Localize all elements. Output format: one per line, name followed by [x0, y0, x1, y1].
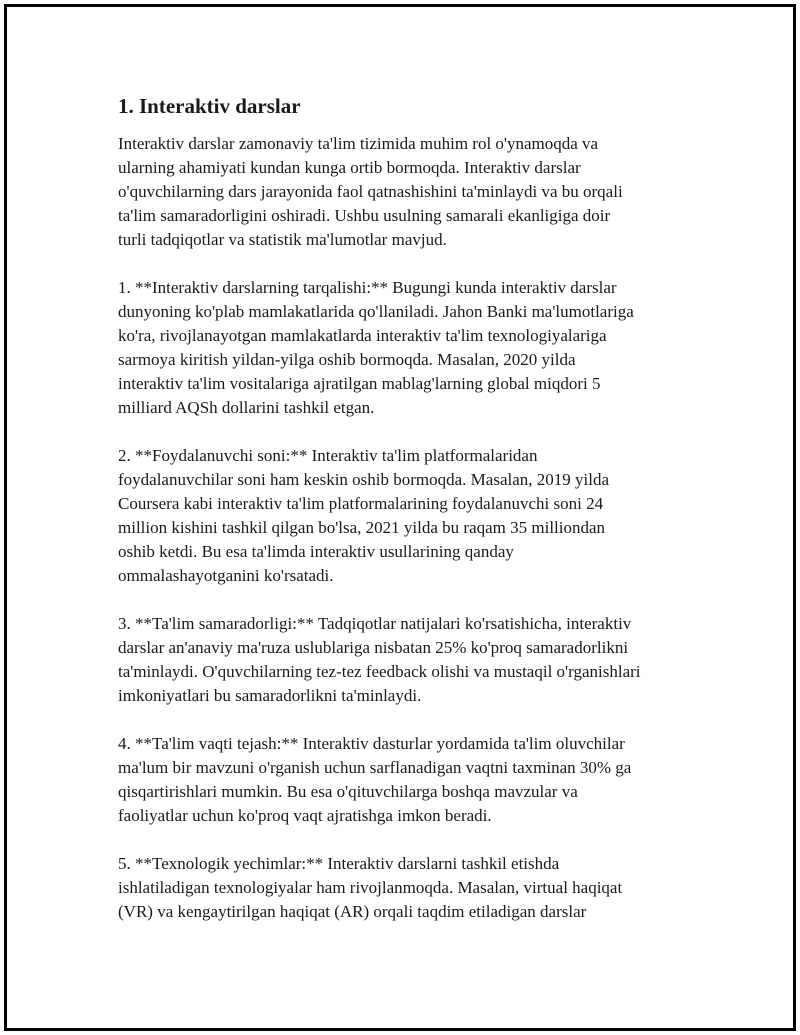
point-3-paragraph: 3. **Ta'lim samaradorligi:** Tadqiqotlar natijalari ko'rsatishicha, interaktiv darslar an'anaviy ma'ruza uslublariga nisbatan 25% ko'proq samaradorlikni ta'minlaydi. O'quvchilarning tez-tez feedback olishi va mustaqil o'rganishlari imkoniyatlari bu samaradorlikni ta'minlaydi. [118, 614, 641, 705]
section-heading: 1. Interaktiv darslar [118, 94, 301, 118]
point-2-paragraph: 2. **Foydalanuvchi soni:** Interaktiv ta'lim platformalaridan foydalanuvchilar soni ham keskin oshib bormoqda. Masalan, 2019 yilda Coursera kabi interaktiv ta'lim platformalarining foydalanuvchi soni 24 million kishini tashkil qilgan bo'lsa, 2021 yilda bu raqam 35 milliondan oshib ketdi. Bu esa ta'limda interaktiv usullarining qanday ommalashayotganini ko'rsatadi. [118, 446, 610, 585]
point-4-paragraph: 4. **Ta'lim vaqti tejash:** Interaktiv dasturlar yordamida ta'lim oluvchilar ma'lum bir mavzuni o'rganish uchun sarflanadigan vaqtni taxminan 30% ga qisqartirishlari mumkin. Bu esa o'qituvchilarga boshqa mavzular va faoliyatlar uchun ko'proq vaqt ajratishga imkon beradi. [118, 734, 632, 825]
document-body [118, 92, 718, 948]
point-1-paragraph: 1. **Interaktiv darslarning tarqalishi:** Bugungi kunda interaktiv darslar dunyoning ko'plab mamlakatlarida qo'llaniladi. Jahon Banki ma'lumotlariga ko'ra, rivojlanayotgan mamlakatlarda interaktiv ta'lim texnologiyalariga sarmoya kiritish yildan-yilga oshib bormoqda. Masalan, 2020 yilda interaktiv ta'lim vositalariga ajratilgan mablag'larning global miqdori 5 milliard AQSh dollarini tashkil etgan. [118, 278, 634, 417]
point-5-paragraph: 5. **Texnologik yechimlar:** Interaktiv darslarni tashkil etishda ishlatiladigan texnologiyalar ham rivojlanmoqda. Masalan, virtual haqiqat (VR) va kengaytirilgan haqiqat (AR) orqali taqdim etiladigan darslar [118, 854, 623, 921]
intro-paragraph: Interaktiv darslar zamonaviy ta'lim tizimida muhim rol o'ynamoqda va ularning ahamiyati kundan kunga ortib bormoqda. Interaktiv darslar o'quvchilarning dars jarayonida faol qatnashishini ta'minlaydi va bu orqali ta'lim samaradorligini oshiradi. Ushbu usulning samarali ekanligiga doir turli tadqiqotlar va statistik ma'lumotlar mavjud. [118, 134, 623, 249]
